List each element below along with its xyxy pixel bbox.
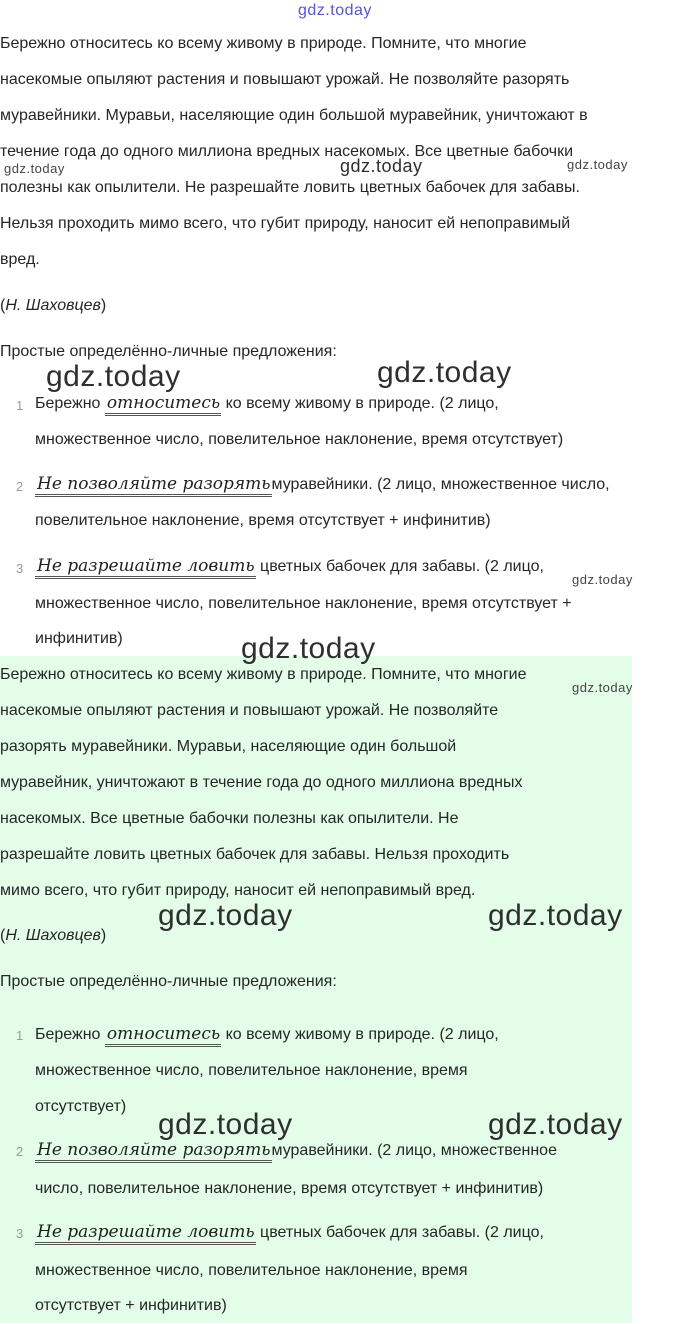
predicate-highlight: относитесь — [105, 393, 221, 416]
text-line: разрешайте ловить цветных бабочек для забавы. Нельзя проходить — [0, 846, 510, 863]
text-line: муравейник, уничтожают в течение года до одного миллиона вредных — [0, 774, 523, 791]
author-name: Н. Шаховцев — [5, 297, 101, 314]
text-line: мимо всего, что губит природу, наносит ей непоправимый вред. — [0, 882, 476, 899]
list-item-line: множественное число, повелительное наклонение, время отсутствует + — [35, 595, 572, 612]
watermark: gdz.today — [158, 899, 293, 932]
watermark: gdz.today — [241, 632, 376, 665]
author-name: Н. Шаховцев — [5, 927, 101, 944]
list-item-line: Бережно относитесь ко всему живому в природе. (2 лицо, — [35, 386, 499, 422]
watermark: gdz.today — [572, 572, 633, 587]
text-line: насекомые опыляют растения и повышают урожай. Не позволяйте разорять — [0, 71, 570, 88]
list-number: 2 — [16, 1144, 24, 1159]
list-heading: Простые определённо-личные предложения: — [0, 343, 337, 360]
watermark: gdz.today — [567, 157, 628, 172]
list-item-line: Не разрешайте ловить цветных бабочек для забавы. (2 лицо, — [35, 1215, 544, 1251]
text-line: насекомых. Все цветные бабочки полезны как опылители. Не — [0, 810, 459, 827]
list-item-line: множественное число, повелительное наклонение, время отсутствует) — [35, 431, 564, 448]
text-line: течение года до одного миллиона вредных насекомых. Все цветные бабочки — [0, 143, 574, 160]
predicate-highlight: Не позволяйте разорять — [35, 1140, 272, 1163]
predicate-highlight: Не позволяйте разорять — [35, 474, 272, 497]
list-item-line: Бережно относитесь ко всему живому в природе. (2 лицо, — [35, 1017, 499, 1053]
watermark: gdz.today — [340, 156, 423, 176]
list-item-line: множественное число, повелительное наклонение, время — [35, 1262, 468, 1279]
watermark: gdz.today — [4, 161, 65, 176]
list-item-line: Не позволяйте разорятьмуравейники. (2 лицо, множественное — [35, 1133, 557, 1169]
text-line: насекомые опыляют растения и повышают урожай. Не позволяйте — [0, 702, 499, 719]
text-line: вред. — [0, 251, 40, 268]
list-item-line: Не разрешайте ловить цветных бабочек для забавы. (2 лицо, — [35, 549, 544, 585]
predicate-highlight: Не разрешайте ловить — [35, 556, 256, 579]
text-line: Нельзя проходить мимо всего, что губит природу, наносит ей непоправимый — [0, 215, 571, 232]
author-credit: (Н. Шаховцев) — [0, 297, 107, 314]
text-line: Бережно относитесь ко всему живому в природе. Помните, что многие — [0, 666, 527, 683]
list-heading: Простые определённо-личные предложения: — [0, 973, 337, 990]
text-line: Бережно относитесь ко всему живому в природе. Помните, что многие — [0, 35, 527, 52]
list-number: 3 — [16, 561, 24, 576]
text-line: муравейники. Муравьи, населяющие один большой муравейник, уничтожают в — [0, 107, 588, 124]
author-credit: (Н. Шаховцев) — [0, 927, 107, 944]
list-item-line: Не позволяйте разорятьмуравейники. (2 лицо, множественное число, — [35, 467, 610, 503]
list-number: 1 — [16, 398, 24, 413]
watermark: gdz.today — [488, 1108, 623, 1141]
watermark: gdz.today — [377, 356, 512, 389]
text-line: разорять муравейники. Муравьи, населяющие один большой — [0, 738, 457, 755]
predicate-highlight: Не разрешайте ловить — [35, 1222, 256, 1245]
list-item-line: отсутствует + инфинитив) — [35, 1297, 227, 1314]
watermark: gdz.today — [46, 360, 181, 393]
list-item-line: отсутствует) — [35, 1098, 127, 1115]
list-number: 3 — [16, 1226, 24, 1241]
list-item-line: число, повелительное наклонение, время отсутствует + инфинитив) — [35, 1180, 544, 1197]
predicate-highlight: относитесь — [105, 1024, 221, 1047]
list-item-line: инфинитив) — [35, 630, 123, 647]
list-number: 1 — [16, 1028, 24, 1043]
list-item-line: повелительное наклонение, время отсутствует + инфинитив) — [35, 512, 491, 529]
list-number: 2 — [16, 479, 24, 494]
watermark: gdz.today — [158, 1108, 293, 1141]
text-line: полезны как опылители. Не разрешайте ловить цветных бабочек для забавы. — [0, 179, 580, 196]
list-item-line: множественное число, повелительное наклонение, время — [35, 1062, 468, 1079]
watermark: gdz.today — [572, 680, 633, 695]
watermark: gdz.today — [488, 899, 623, 932]
watermark: gdz.today — [298, 2, 372, 19]
